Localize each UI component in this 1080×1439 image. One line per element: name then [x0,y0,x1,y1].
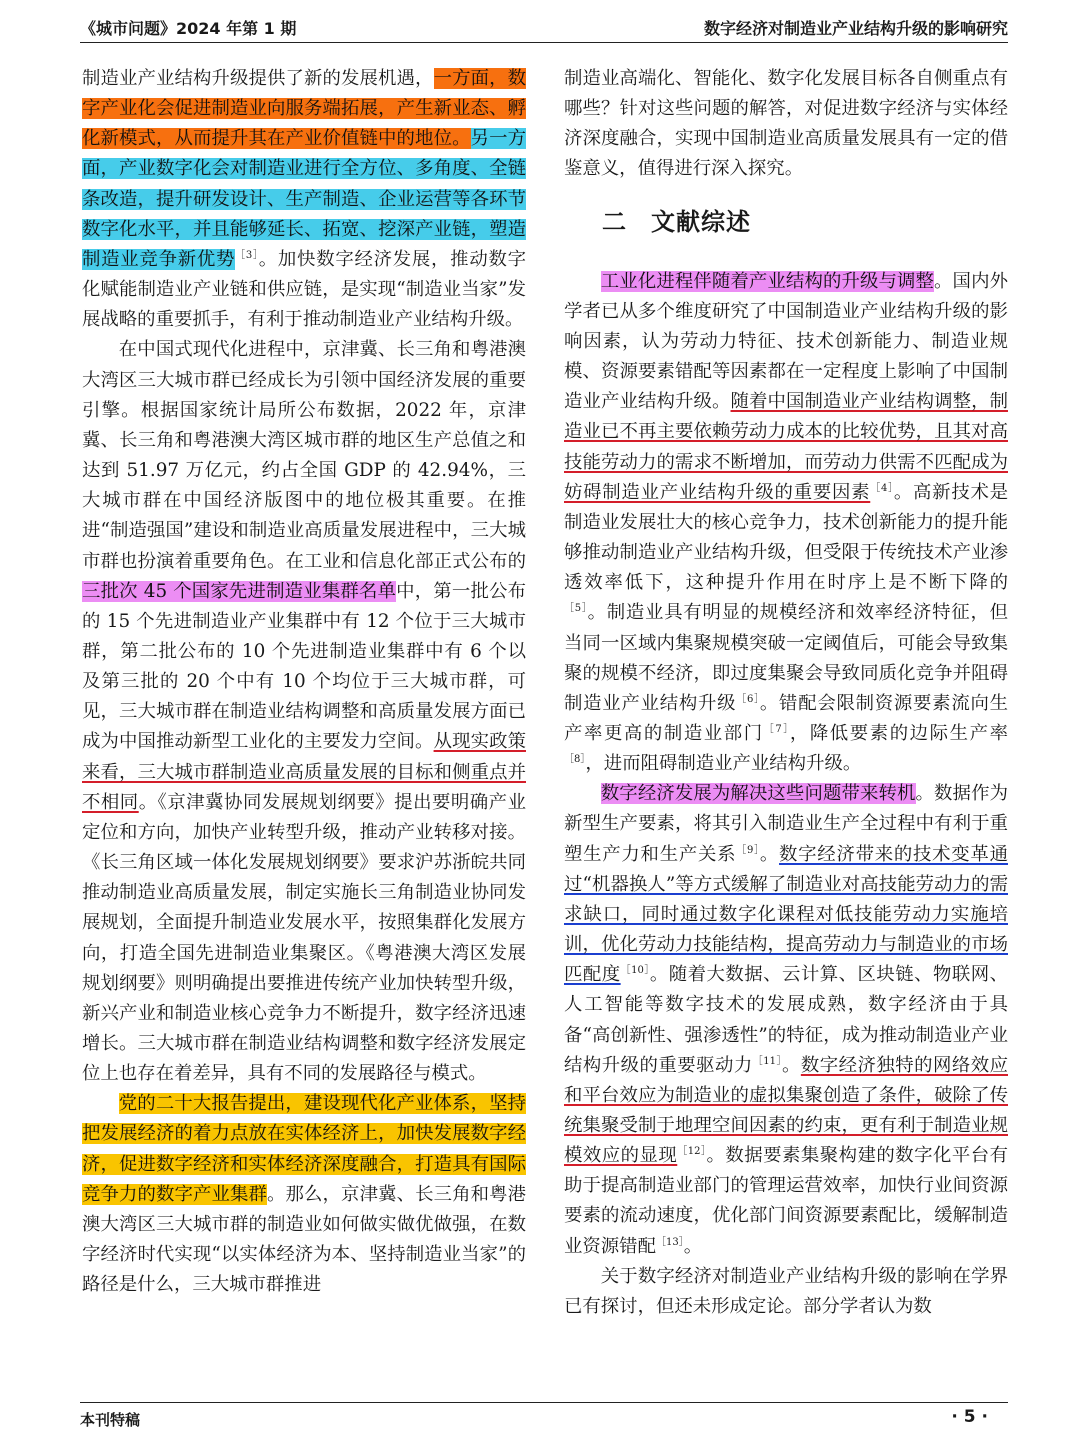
citation-ref: ［3］ [235,249,259,261]
left-column [82,64,526,1300]
text-run: 。国内外学者已从多个维度研究了中国制造业产业结构升级的影响因素，认为劳动力特征、技术创新能力、制造业规模、资源要素错配等因素都在一定程度上影响了中国制造业产业结构升级。 [564,270,1008,413]
page-number: · 5 · [951,1407,988,1427]
text-run: 。 [781,1054,801,1076]
citation-ref: ［10］ [620,965,650,977]
article-running-title: 数字经济对制造业产业结构升级的影响研究 [703,19,1008,38]
section-label: 本刊特稿 [80,1411,141,1429]
text-run: ，进而阻碍制造业产业结构升级。 [585,753,862,775]
text-run: 。数据要素集聚构建的数字化平台有助于提高制造业部门的管理运营效率，加快行业间资源要素的流动速度，优化部门间资源要素配比，缓解制造业资源错配 [564,1145,1008,1257]
text-run: 。随着大数据、云计算、区块链、物联网、人工智能等数字技术的发展成熟，数字经济由于具备“高创新性、强渗透性”的特征，成为推动制造业产业结构升级的重要驱动力 [564,964,1008,1076]
citation-ref: ［9］ [736,844,760,856]
underline-blue: 数字经济带来的技术变革通过“机器换人”等方式缓解了制造业对高技能劳动力的需求缺口，同时通过数字化课程对低技能劳动力实施培训，优化劳动力技能结构，提高劳动力与制造业的市场匹配度 [564,843,1008,986]
paragraph: 制造业高端化、智能化、数字化发展目标各自侧重点有哪些？针对这些问题的解答，对促进数字经济与实体经济深度融合，实现中国制造业高质量发展具有一定的借鉴意义，值得进行深入探究。 [564,68,1008,180]
text-run: 。那么，京津冀、长三角和粤港澳大湾区三大城市群的制造业如何做实做优做强，在数字经济时代实现“以实体经济为本、坚持制造业当家”的路径是什么，三大城市群推进 [82,1183,526,1296]
text-run: 。错配会限制资源要素流向生产率更高的制造业部门 [564,692,1008,744]
citation-ref: ［7］ [763,723,790,735]
highlight-pink: 数字经济发展为解决这些问题带来转机 [600,783,916,805]
text-run: 。 [683,1235,703,1257]
highlight-pink: 三批次 45 个国家先进制造业集群名单 [82,580,397,602]
text-run: 。《京津冀协同发展规划纲要》提出要明确产业定位和方向，加快产业转型升级，推动产业转移对接。《长三角区域一体化发展规划纲要》要求沪苏浙皖共同推动制造业高质量发展，制定实施长三角制造业协同发展规划，全面提升制造业发展水平，按照集群化发展方向，打造全国先进制造业集聚区。《粤港澳大湾区发展规划纲要》则明确提出要推进传统产业加快转型升级，新兴产业和制造业核心竞争力不断提升，数字经济迅速增长。三大城市群在制造业结构调整和数字经济发展定位上也存在着差异，具有不同的发展路径与模式。 [82,791,526,1085]
text-run: 。数据作为新型生产要素，将其引入制造业生产全过程中有利于重塑生产力和生产关系 [564,783,1008,865]
underline-red: 随着中国制造业产业结构调整，制造业已不再主要依赖劳动力成本的比较优势，且其对高技能劳动力的需求不断增加，而劳动力供需不匹配成为妨碍制造业产业结构升级的重要因素 [564,391,1008,503]
highlight-blue: 另一方面，产业数字化会对制造业进行全方位、多角度、全链条改造，提升研发设计、生产制造、企业运营等各环节数字化水平，并且能够延长、拓宽、挖深产业链，塑造制造业竞争新优势 [82,128,526,270]
paragraph [564,267,1008,780]
highlight-pink: 工业化进程伴随着产业结构的升级与调整 [600,270,935,292]
paragraph [82,335,526,1089]
citation-ref: ［13］ [655,1236,684,1248]
text-run: 。制造业具有明显的规模经济和效率经济特征，但当同一区域内集聚规模突破一定阈值后，可能会导致集聚的规模不经济，即过度集聚会导致同质化竞争并阻碍制造业产业结构升级 [564,602,1008,714]
running-footer [80,1402,1008,1429]
text-run: ，降低要素的边际生产率 [789,722,1008,744]
text-run: 制造业产业结构升级提供了新的发展机遇， [82,68,434,89]
text-run: 中，第一批公布的 15 个先进制造业产业集群中有 12 个位于三大城市群，第二批公布的 10 个先进制造业集群中有 6 个以及第三批的 20 个中有 10 个均位于三大城市群，可见，三大城市群在制造业结构调整和高质量发展方面已成为中国推动新型工业化的主要发力空间。 [82,580,526,753]
text-run: 。高新技术是制造业发展壮大的核心竞争力，技术创新能力的提升能够推动制造业产业结构升级，但受限于传统技术产业渗透效率低下，这种提升作用在时序上是不断下降的 [564,481,1008,594]
section-title: 文献综述 [651,207,751,236]
paragraph [82,1089,526,1300]
section-heading [602,207,1008,237]
right-column [564,64,1008,1322]
underline-red: 数字经济独特的网络效应和平台效应为制造业的虚拟集聚创造了条件，破除了传统集聚受制于地理空间因素的约束，更有利于制造业规模效应的显现 [564,1054,1008,1167]
paragraph: 关于数字经济对制造业产业结构升级的影响在学界已有探讨，但还未形成定论。部分学者认为数 [564,1265,1008,1317]
citation-ref: ［4］ [870,482,894,494]
paragraph [564,779,1008,1262]
citation-ref: ［12］ [677,1146,707,1158]
text-run: 。加快数字经济发展，推动数字化赋能制造业产业链和供应链，是实现“制造业当家”发展战略的重要抓手，有利于推动制造业产业结构升级。 [82,248,526,331]
running-header [80,12,1008,43]
citation-ref: ［11］ [752,1055,782,1067]
underline-red: 从现实政策来看，三大城市群制造业高质量发展的目标和侧重点并不相同 [82,731,526,813]
highlight-yellow: 党的二十大报告提出，建设现代化产业体系，坚持把发展经济的着力点放在实体经济上，加快发展数字经济，促进数字经济和实体经济深度融合，打造具有国际竞争力的数字产业集群 [82,1093,526,1205]
paragraph [82,64,526,335]
journal-issue: 《城市问题》2024 年第 1 期 [80,19,297,38]
citation-ref: ［8］ [564,754,586,765]
citation-ref: ［6］ [736,693,760,705]
citation-ref: ［5］ [564,603,588,615]
highlight-orange: 一方面，数字产业化会促进制造业向服务端拓展，产生新业态、孵化新模式，从而提升其在产业价值链中的地位。 [82,68,526,150]
text-run: 在中国式现代化进程中，京津冀、长三角和粤港澳大湾区三大城市群已经成长为引领中国经济发展的重要引擎。根据国家统计局所公布数据，2022 年，京津冀、长三角和粤港澳大湾区城市群的地区生产总值之和达到 51.97 万亿元，约占全国 GDP 的 42.94%，三大城市群在中国经济版图中的地位极其重要。在推进“制造强国”建设和制造业高质量发展进程中，三大城市群也扮演着重要角色。在工业和信息化部正式公布的 [82,339,526,572]
text-run: 。 [759,843,780,865]
section-number: 二 [602,207,627,236]
